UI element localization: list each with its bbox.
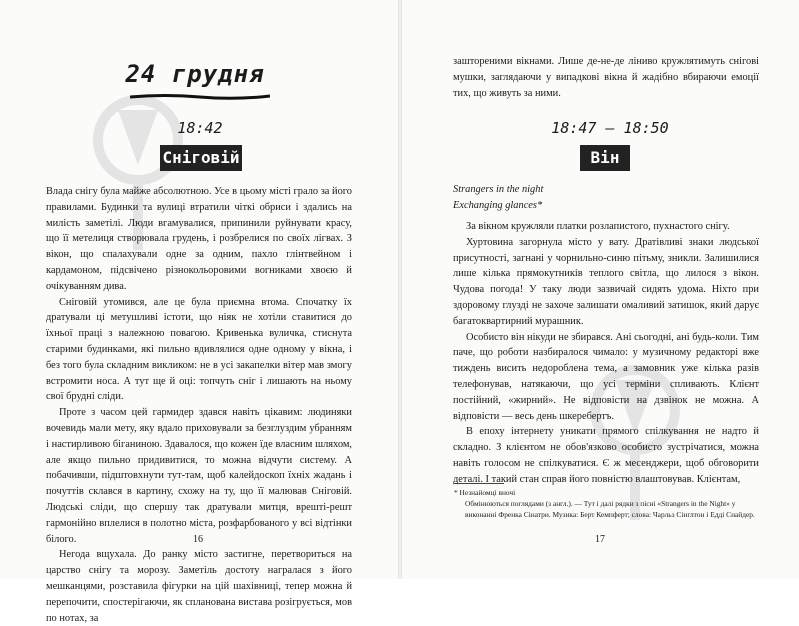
paragraph: Влада снігу була майже абсолютною. Усе в цьому місті грало за його правилами. Будинки та вулиці втратили чіткі обриси і здались на милість заметілі. Люди вгамувалися, припинили руйнувати красу, що її метелиця створювала грудень, і розбрелися по своїх лігвах. З вікон, що спалахували одне за одним, пахло глінтвейном і кардамоном, підсвічено різнокольоровими вогниками хвоєю й очікуванням дива.	[46, 186, 352, 292]
section-heading-badge: Сніговій	[160, 145, 242, 171]
section-time: 18:42	[177, 119, 223, 137]
right-opening-lines	[453, 54, 759, 101]
paragraph: Особисто він нікуди не збирався. Ані сьогодні, ані будь-коли. Тим паче, що роботи назбиралося чимало: у музичному редакторі вже тиждень висить недороблена тема, а замовник уже кілька разів телефонував, натякаючи, що усі терміни спливають. Клієнт постійний, «жирний». Не відповісти на дзвінок не можна. А відповісти — весь день шкеребертъ.	[453, 331, 759, 422]
left-body-text	[46, 184, 352, 626]
page-number-right: 17	[595, 534, 605, 545]
epigraph	[453, 182, 703, 214]
right-body-text	[453, 219, 759, 488]
section-time: 18:47 – 18:50	[551, 119, 669, 137]
footnote: Обмінюються поглядами (з англ.). — Тут і далі рядки з пісні «Strangers in the Night» у виконанні Френка Сінатри. Музика: Берт Кемпферт; слова: Чарльз Сінглтон і Едді Снайдер.	[465, 499, 755, 519]
epigraph-line: Strangers in the night	[453, 184, 544, 195]
paragraph: За вікном кружляли платки розлапистого, пухнастого снігу.	[466, 221, 730, 232]
paragraph: В епоху інтернету уникати прямого спілкування не надто й складно. З клієнтом не обов'язково особисто зустрічатися, можна навіть голосом не спілкуватися. Є ж месенджери, щоб обговорити деталі. І такий стан справ його повністю влаштовував. Клієнтам,	[453, 426, 759, 485]
paragraph: заштореними вікнами. Лише де-не-де ліниво кружлятимуть снігові мушки, заглядаючи у випадкові вікна й жадібно вбираючи емоції тих, що живуть за ними.	[453, 56, 759, 99]
chapter-date: 24 грудня	[125, 60, 265, 88]
footnote-divider	[454, 483, 504, 484]
paragraph: Проте з часом цей гармидер здався навіть цікавим: людиняки вочевидь мали мету, яку вдало приховували за безглуздим убранням і настирливою біганиною. Здавалося, що кожен їде власним шляхом, але якщо пильно придивитися, то можна відчути систему. А побачивши, підштовхнути тут-там, щоб калейдоскоп їхніх жадань і почуттів склався в картину, схожу на ту, що її малював Сніговій. Людські сліди, що спершу так дратували митця, врешті-решт гармонійно вплелися в полотно міста, розфарбованого у всі відтінки білого.	[46, 407, 352, 545]
date-underline	[130, 93, 270, 101]
paragraph: Сніговій утомився, але це була приємна втома. Спочатку їх дратували ці метушливі істоти, що ніяк не хотіли ставитися до їхньої праці з належною повагою. Кривенька вуличка, стиснута старими будинками, які пильно вдивлялися одне одному у вікна, і без того була складним викликом: не в усі закапелки вітер мав змогу встромити носа. А тут ще й оці: топчуть сніг і лишають на ньому свої брудні сліди.	[46, 296, 352, 403]
epigraph-line: Exchanging glances*	[453, 199, 543, 211]
section-heading-badge: Він	[580, 145, 630, 171]
paragraph: Негода вщухала. До ранку місто застигне, перетвориться на царство снігу та морозу. Заметіль достоту награлася з його мешканцями, розставила фігурки на цій шахівниці, тепер можна й перепочити, спостерігаючи, як спланована вистава розігрується, мов по нотах, за	[46, 549, 352, 624]
footnotes	[454, 487, 758, 520]
page-number-left: 16	[193, 534, 203, 545]
footnote: * Незнайомці вночі	[454, 488, 516, 497]
paragraph: Хуртовина загорнула місто у вату. Дратівливі знаки людської присутності, загнані у чорнильно-синю пітьму, зникли. Залишилися лише кілька прямокутників теплого світла, що лилося з вікон. Чудова погода! У таку люди зазвичай сидять удома. Ніхто при здоровому глузді не захоче залишати омаливий затишок, який дарує багатоквартирний мурашник.	[453, 236, 759, 327]
